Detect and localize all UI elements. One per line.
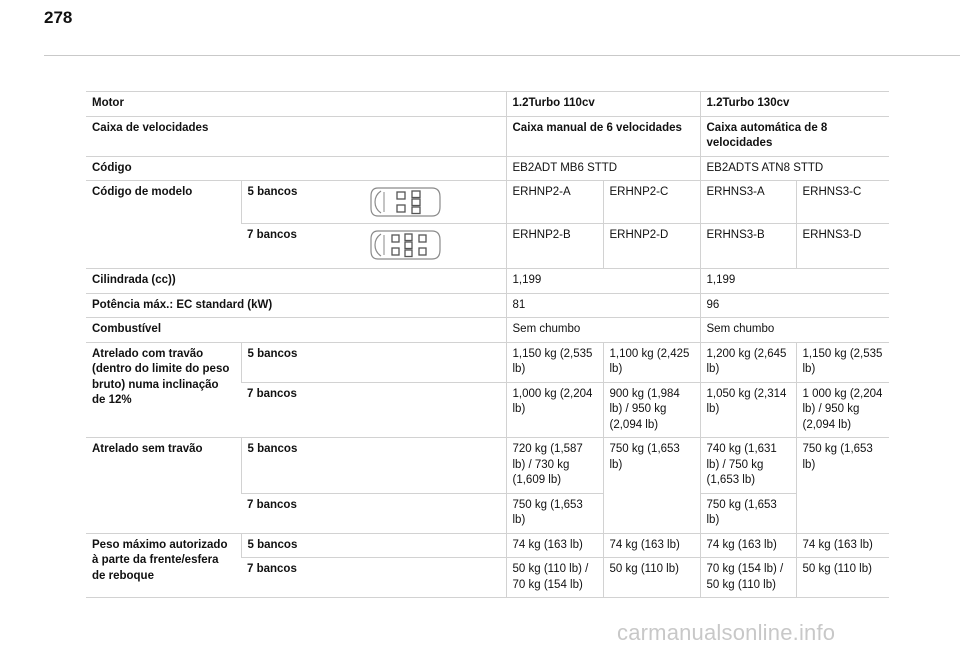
power-value-1: 81: [506, 293, 700, 318]
braked-trailer-5-seats-label: 5 bancos: [241, 342, 506, 382]
nose-weight-7-b: 50 kg (110 lb): [603, 558, 700, 598]
braked-trailer-7-b: 900 kg (1,984 lb) / 950 kg (2,094 lb): [603, 382, 700, 438]
page-number: 278: [44, 8, 73, 27]
nose-weight-5-seats-label: 5 bancos: [241, 533, 506, 558]
nose-weight-7-c: 70 kg (154 lb) / 50 kg (110 lb): [700, 558, 796, 598]
nose-weight-5-b: 74 kg (163 lb): [603, 533, 700, 558]
fuel-value-2: Sem chumbo: [700, 318, 889, 343]
car-7-seat-layout-icon: [368, 228, 448, 262]
power-label: Potência máx.: EC standard (kW): [86, 293, 506, 318]
row-power: [86, 293, 889, 318]
nose-weight-5-c: 74 kg (163 lb): [700, 533, 796, 558]
nose-weight-7-seats-label: 7 bancos: [241, 558, 506, 598]
nose-weight-5-d: 74 kg (163 lb): [796, 533, 889, 558]
gearbox-manual: Caixa manual de 6 velocidades: [506, 116, 700, 156]
braked-trailer-5-b: 1,100 kg (2,425 lb): [603, 342, 700, 382]
displacement-label: Cilindrada (cc)): [86, 269, 506, 294]
technical-specs-table: [86, 91, 889, 598]
site-watermark: carmanualsonline.info: [617, 620, 836, 645]
unbraked-trailer-5-b: 750 kg (1,653 lb): [603, 438, 700, 534]
header-divider: [44, 55, 960, 56]
row-model-code-5: [86, 181, 889, 224]
row-fuel: [86, 318, 889, 343]
unbraked-trailer-7-c: 750 kg (1,653 lb): [700, 493, 796, 533]
braked-trailer-5-d: 1,150 kg (2,535 lb): [796, 342, 889, 382]
model-code-7-b: ERHNP2-D: [603, 224, 700, 269]
code-value-2: EB2ADTS ATN8 STTD: [700, 156, 889, 181]
model-code-label: Código de modelo: [86, 181, 241, 269]
row-nose-weight-5: [86, 533, 889, 558]
row-displacement: [86, 269, 889, 294]
fuel-value-1: Sem chumbo: [506, 318, 700, 343]
nose-weight-5-a: 74 kg (163 lb): [506, 533, 603, 558]
code-value-1: EB2ADT MB6 STTD: [506, 156, 700, 181]
braked-trailer-7-seats-label: 7 bancos: [241, 382, 506, 438]
unbraked-trailer-5-d: 750 kg (1,653 lb): [796, 438, 889, 534]
model-code-7-c: ERHNS3-B: [700, 224, 796, 269]
braked-trailer-7-a: 1,000 kg (2,204 lb): [506, 382, 603, 438]
motor-130-header: 1.2Turbo 130cv: [700, 92, 889, 117]
unbraked-trailer-5-a: 720 kg (1,587 lb) / 730 kg (1,609 lb): [506, 438, 603, 494]
power-value-2: 96: [700, 293, 889, 318]
model-code-7-a: ERHNP2-B: [506, 224, 603, 269]
seven-seat-icon-cell: [366, 224, 506, 269]
model-code-5-seats-label: 5 bancos: [241, 181, 366, 224]
braked-trailer-5-c: 1,200 kg (2,645 lb): [700, 342, 796, 382]
fuel-label: Combustível: [86, 318, 506, 343]
nose-weight-label: Peso máximo autorizado à parte da frente/esfera de reboque: [86, 533, 241, 598]
braked-trailer-7-d: 1 000 kg (2,204 lb) / 950 kg (2,094 lb): [796, 382, 889, 438]
car-5-seat-layout-icon: [368, 185, 448, 219]
motor-110-header: 1.2Turbo 110cv: [506, 92, 700, 117]
row-braked-trailer-5: [86, 342, 889, 382]
row-motor: [86, 92, 889, 117]
row-code: [86, 156, 889, 181]
gearbox-automatic: Caixa automática de 8 velocidades: [700, 116, 889, 156]
model-code-5-d: ERHNS3-C: [796, 181, 889, 224]
nose-weight-7-d: 50 kg (110 lb): [796, 558, 889, 598]
model-code-5-c: ERHNS3-A: [700, 181, 796, 224]
unbraked-trailer-5-seats-label: 5 bancos: [241, 438, 506, 494]
unbraked-trailer-5-c: 740 kg (1,631 lb) / 750 kg (1,653 lb): [700, 438, 796, 494]
nose-weight-7-a: 50 kg (110 lb) / 70 kg (154 lb): [506, 558, 603, 598]
unbraked-trailer-7-a: 750 kg (1,653 lb): [506, 493, 603, 533]
braked-trailer-5-a: 1,150 kg (2,535 lb): [506, 342, 603, 382]
braked-trailer-label: Atrelado com travão (dentro do limite do peso bruto) numa inclinação de 12%: [86, 342, 241, 438]
displacement-value-2: 1,199: [700, 269, 889, 294]
row-unbraked-trailer-5: [86, 438, 889, 494]
motor-label: Motor: [86, 92, 506, 117]
code-label: Código: [86, 156, 506, 181]
gearbox-label: Caixa de velocidades: [86, 116, 506, 156]
model-code-7-seats-label: 7 bancos: [241, 224, 366, 269]
unbraked-trailer-7-seats-label: 7 bancos: [241, 493, 506, 533]
displacement-value-1: 1,199: [506, 269, 700, 294]
row-gearbox: [86, 116, 889, 156]
model-code-7-d: ERHNS3-D: [796, 224, 889, 269]
model-code-5-b: ERHNP2-C: [603, 181, 700, 224]
model-code-5-a: ERHNP2-A: [506, 181, 603, 224]
braked-trailer-7-c: 1,050 kg (2,314 lb): [700, 382, 796, 438]
unbraked-trailer-label: Atrelado sem travão: [86, 438, 241, 534]
five-seat-icon-cell: [366, 181, 506, 224]
